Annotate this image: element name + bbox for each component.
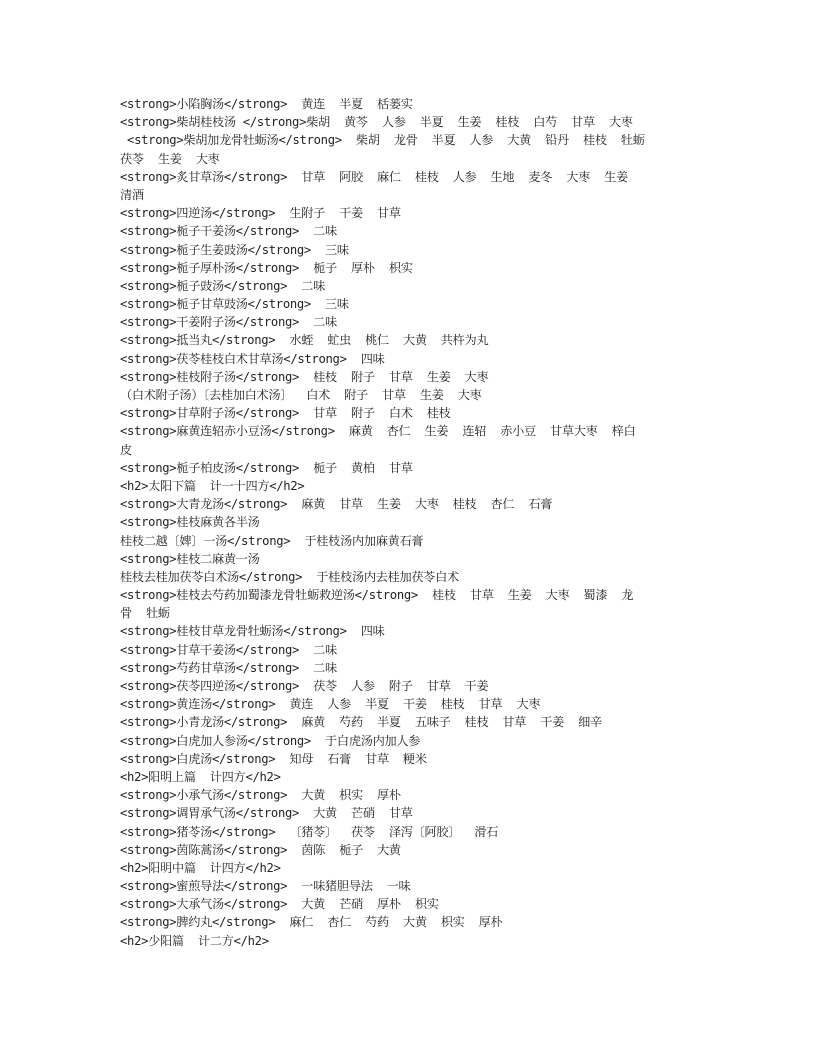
text-line: <strong>栀子干姜汤</strong> 二味 — [120, 224, 337, 239]
text-line: <strong>麻黄连轺赤小豆汤</strong> 麻黄 杏仁 生姜 连轺 赤小豆 甘草大枣 梓白 — [120, 424, 636, 439]
text-line: <strong>大承气汤</strong> 大黄 芒硝 厚朴 枳实 — [120, 897, 439, 912]
text-line: <strong>栀子柏皮汤</strong> 栀子 黄柏 甘草 — [120, 460, 413, 475]
text-line: <strong>栀子生姜豉汤</strong> 三味 — [120, 242, 349, 257]
text-line: <strong>大青龙汤</strong> 麻黄 甘草 生姜 大枣 桂枝 杏仁 石膏 — [120, 497, 553, 512]
document-body — [120, 95, 710, 950]
text-line: <strong>茯苓四逆汤</strong> 茯苓 人参 附子 甘草 干姜 — [120, 679, 489, 693]
text-line: <strong>抵当丸</strong> 水蛭 虻虫 桃仁 大黄 共杵为丸 — [120, 333, 489, 348]
text-line: <strong>小承气汤</strong> 大黄 枳实 厚朴 — [120, 788, 401, 803]
text-line: 骨 牡蛎 — [120, 606, 170, 621]
text-line: 皮 — [120, 442, 132, 457]
text-line: <strong>猪苓汤</strong> 〔猪苓〕 茯苓 泽泻〔阿胶〕 滑石 — [120, 824, 499, 839]
text-line: <strong>桂枝二麻黄一汤 — [120, 551, 260, 566]
text-line: <strong>栀子豉汤</strong> 二味 — [120, 278, 326, 293]
text-line: <strong>柴胡桂枝汤 </strong>柴胡 黄芩 人参 半夏 生姜 桂枝 白芍 甘草 大枣 — [120, 115, 633, 130]
text-line: <strong>桂枝去芍药加蜀漆龙骨牡蛎救逆汤</strong> 桂枝 甘草 生姜 大枣 蜀漆 龙 — [120, 588, 634, 603]
text-line: <strong>蜜煎导法</strong> 一味猪胆导法 一味 — [120, 879, 411, 894]
section-heading-line: <h2>阳明上篇 计四方</h2> — [120, 769, 281, 784]
section-heading-line: <h2>少阳篇 计二方</h2> — [120, 933, 269, 948]
text-line: <strong>脾约丸</strong> 麻仁 杏仁 芍药 大黄 枳实 厚朴 — [120, 915, 503, 930]
text-line: <strong>栀子厚朴汤</strong> 栀子 厚朴 枳实 — [120, 260, 413, 275]
text-line: <strong>白虎加人参汤</strong> 于白虎汤内加人参 — [120, 733, 421, 748]
section-heading-line: <h2>阳明中篇 计四方</h2> — [120, 860, 281, 875]
text-line: （白术附子汤）〔去桂加白术汤〕 白术 附子 甘草 生姜 大枣 — [120, 388, 482, 402]
text-line: 茯苓 生姜 大枣 — [120, 151, 220, 166]
text-line: <strong>白虎汤</strong> 知母 石膏 甘草 粳米 — [120, 751, 427, 766]
text-line: <strong>桂枝麻黄各半汤 — [120, 515, 260, 530]
text-line: <strong>桂枝甘草龙骨牡蛎汤</strong> 四味 — [120, 624, 385, 639]
text-line: <strong>柴胡加龙骨牡蛎汤</strong> 柴胡 龙骨 半夏 人参 大黄 铅丹 桂枝 牡蛎 — [120, 133, 645, 148]
text-line: <strong>茵陈蒿汤</strong> 茵陈 栀子 大黄 — [120, 842, 401, 857]
text-line: <strong>芍药甘草汤</strong> 二味 — [120, 660, 337, 675]
text-line: <strong>甘草附子汤</strong> 甘草 附子 白术 桂枝 — [120, 406, 451, 421]
text-line: <strong>四逆汤</strong> 生附子 干姜 甘草 — [120, 206, 401, 221]
text-line: <strong>栀子甘草豉汤</strong> 三味 — [120, 297, 349, 312]
text-line: <strong>调胃承气汤</strong> 大黄 芒硝 甘草 — [120, 806, 413, 821]
text-line: <strong>小陷胸汤</strong> 黄连 半夏 栝蒌实 — [120, 97, 413, 111]
text-line: <strong>桂枝附子汤</strong> 桂枝 附子 甘草 生姜 大枣 — [120, 369, 489, 384]
text-line: <strong>甘草干姜汤</strong> 二味 — [120, 642, 337, 657]
text-line: <strong>茯苓桂枝白术甘草汤</strong> 四味 — [120, 351, 385, 366]
text-line: 清酒 — [120, 187, 144, 202]
text-line: <strong>干姜附子汤</strong> 二味 — [120, 315, 337, 330]
text-line: <strong>炙甘草汤</strong> 甘草 阿胶 麻仁 桂枝 人参 生地 麦冬 大枣 生姜 — [120, 169, 628, 184]
text-line: <strong>小青龙汤</strong> 麻黄 芍药 半夏 五味子 桂枝 甘草 干姜 细辛 — [120, 715, 602, 730]
text-line: <strong>黄连汤</strong> 黄连 人参 半夏 干姜 桂枝 甘草 大枣 — [120, 697, 541, 712]
section-heading-line: <h2>太阳下篇 计一十四方</h2> — [120, 478, 305, 493]
text-line: 桂枝去桂加茯苓白术汤</strong> 于桂枝汤内去桂加茯苓白术 — [120, 569, 459, 584]
text-line: 桂枝二越〔婢〕一汤</strong> 于桂枝汤内加麻黄石膏 — [120, 533, 424, 548]
